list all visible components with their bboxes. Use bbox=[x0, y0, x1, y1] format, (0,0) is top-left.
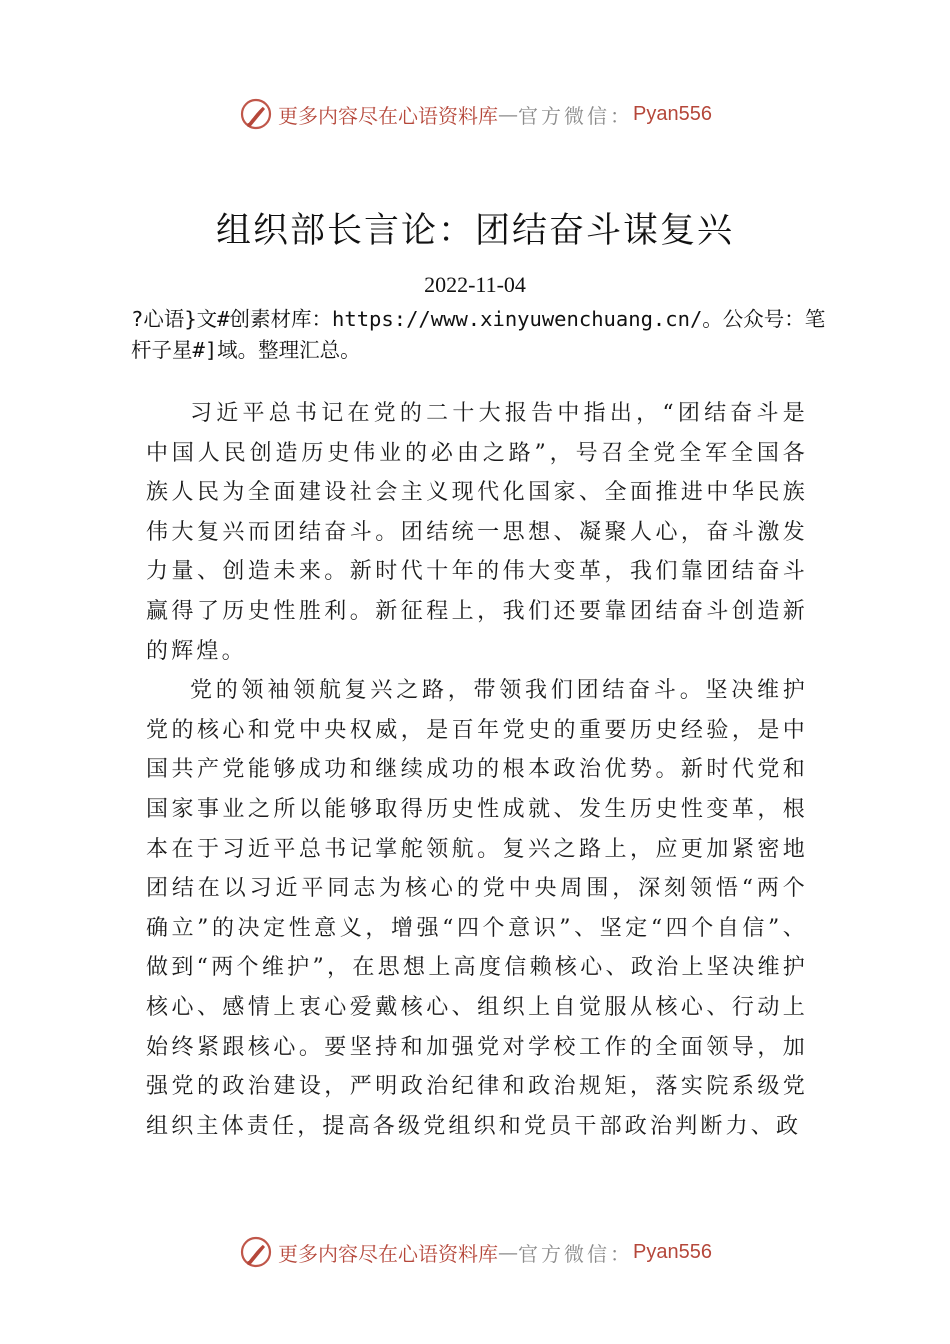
paragraph: 党的领袖领航复兴之路，带领我们团结奋斗。坚决维护党的核心和党中央权威，是百年党史的重要历史经验，是中国共产党能够成功和继续成功的根本政治优势。新时代党和国家事业之所以能够取得历史性成就、发生历史性变革，根本在于习近平总书记掌舵领航。复兴之路上，应更加紧密地团结在以习近平同志为核心的党中央周围，深刻领悟“两个确立”的决定性意义，增强“四个意识”、坚定“四个自信”、做到“两个维护”，在思想上高度信赖核心、政治上坚决维护核心、感情上衷心爱戴核心、组织上自觉服从核心、行动上始终紧跟核心。要坚持和加强党对学校工作的全面领导，加强党的政治建设，严明政治纪律和政治规矩，落实院系级党组织主体责任，提高各级党组织和党员干部政治判断力、政 bbox=[146, 678, 808, 1139]
paragraph: 习近平总书记在党的二十大报告中指出，“团结奋斗是中国人民创造历史伟业的必由之路”，号召全党全军全国各族人民为全面建设社会主义现代化国家、全面推进中华民族伟大复兴而团结奋斗。团结统一思想、凝聚人心，奋斗激发力量、创造未来。新时代十年的伟大变革，我们靠团结奋斗赢得了历史性胜利。新征程上，我们还要靠团结奋斗创造新的辉煌。 bbox=[146, 401, 808, 664]
document-title: 组织部长言论：团结奋斗谋复兴 bbox=[215, 211, 734, 251]
footer-banner bbox=[0, 1232, 950, 1272]
banner-dash: — bbox=[498, 102, 519, 126]
document-body bbox=[146, 394, 808, 1146]
quill-logo-icon bbox=[238, 1234, 274, 1270]
banner-text: 更多内容尽在心语资料库 bbox=[278, 1241, 499, 1266]
source-note: ?心语}文#创素材库：https://www.xinyuwenchuang.cn/。公众号：笔杆子星#]域。整理汇总。 bbox=[131, 307, 826, 362]
header-banner bbox=[0, 94, 950, 134]
banner-wechat-id: Pyan556 bbox=[633, 102, 712, 125]
banner-wechat-id: Pyan556 bbox=[633, 1240, 712, 1263]
document-date: 2022-11-04 bbox=[424, 272, 526, 297]
banner-dash: — bbox=[498, 1240, 519, 1264]
banner-text: 更多内容尽在心语资料库 bbox=[278, 103, 499, 128]
banner-wechat-label: 官方微信： bbox=[518, 1241, 634, 1266]
banner-wechat-label: 官方微信： bbox=[518, 103, 634, 128]
quill-logo-icon bbox=[238, 96, 274, 132]
